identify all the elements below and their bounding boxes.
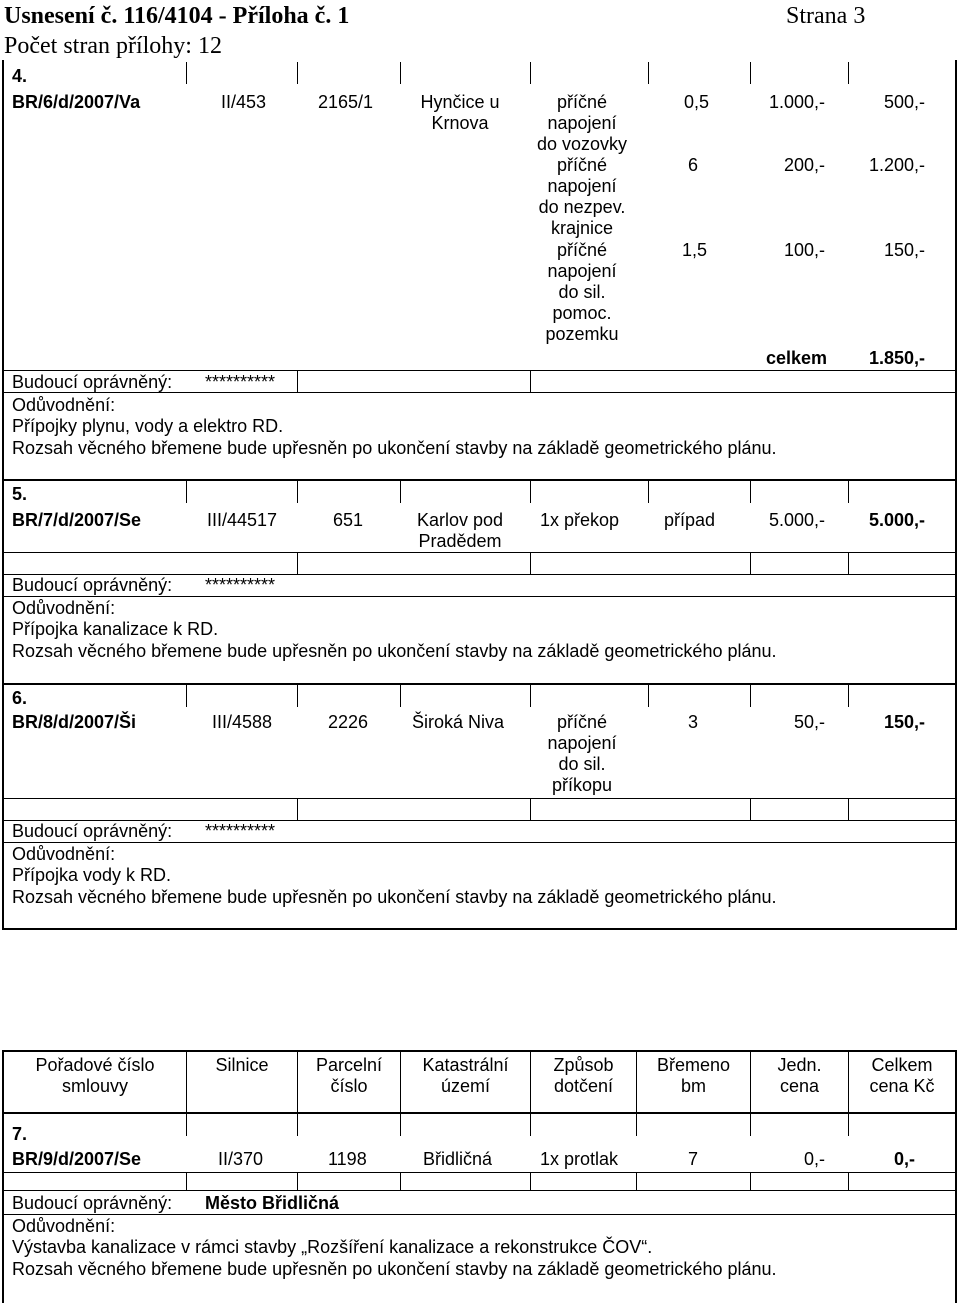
beneficiary-label: Budoucí oprávněný: (12, 575, 173, 595)
total: 150,- (883, 712, 925, 732)
beneficiary-value: ********** (205, 575, 276, 595)
col-divider (648, 481, 649, 503)
unit-price-row-3: 100,- (783, 240, 825, 260)
beneficiary-value: Město Břidličná (205, 1193, 340, 1213)
road: III/44517 (207, 510, 278, 530)
col-divider (400, 685, 401, 707)
total-row-3: 150,- (883, 240, 925, 260)
qty: případ (664, 510, 716, 530)
entry-number: 5. (12, 484, 28, 504)
reason-label: Odůvodnění: (12, 1216, 116, 1236)
reason-label: Odůvodnění: (12, 844, 116, 864)
col-divider (297, 481, 298, 503)
unit-price: 5.000,- (768, 510, 825, 530)
col-divider (848, 798, 849, 820)
col-divider (636, 1172, 637, 1190)
pages-count: Počet stran přílohy: 12 (4, 33, 222, 59)
col-divider (848, 552, 849, 574)
header-unit-price: Jedn. cena (777, 1055, 822, 1096)
reason-label: Odůvodnění: (12, 395, 116, 415)
col-divider (297, 62, 298, 84)
cadastral-area: Široká Niva (412, 712, 505, 732)
reason-text: Přípojka vody k RD. (12, 865, 172, 885)
col-divider (750, 552, 751, 574)
col-divider (530, 1172, 531, 1190)
row-divider (2, 370, 957, 371)
page-number: Strana 3 (786, 3, 866, 29)
col-divider (750, 481, 751, 503)
beneficiary-label: Budoucí oprávněný: (12, 821, 173, 841)
col-divider (750, 685, 751, 707)
unit-price: 0,- (803, 1149, 825, 1169)
contract-id: BR/7/d/2007/Se (12, 510, 142, 530)
scope-note: Rozsah věcného břemene bude upřesněn po ukončení stavby na základě geometrického plánu. (12, 1259, 777, 1279)
col-divider (848, 481, 849, 503)
col-divider (648, 685, 649, 707)
col-divider (848, 1114, 849, 1136)
beneficiary-value: ********** (205, 372, 276, 392)
mode-row-3: příčné napojení do sil. pomoc. pozemku (545, 240, 619, 344)
col-divider (297, 798, 298, 820)
col-divider (648, 62, 649, 84)
col-divider (848, 685, 849, 707)
col-divider (750, 1114, 751, 1136)
entry-number: 4. (12, 66, 28, 86)
table-border-right (955, 60, 957, 930)
header-easement: Břemeno bm (656, 1055, 731, 1096)
scope-note: Rozsah věcného břemene bude upřesněn po ukončení stavby na základě geometrického plánu. (12, 438, 777, 458)
beneficiary-label: Budoucí oprávněný: (12, 1193, 173, 1213)
col-divider (297, 370, 298, 392)
entry-number: 6. (12, 688, 28, 708)
document-title: Usnesení č. 116/4104 - Příloha č. 1 (4, 3, 350, 29)
entry-separator (2, 683, 957, 685)
row-divider (2, 798, 957, 799)
table-border-left (2, 60, 4, 930)
contract-id: BR/6/d/2007/Va (12, 92, 141, 112)
col-divider (530, 62, 531, 84)
row-divider (2, 1172, 957, 1173)
header-cadastral-area: Katastrální území (422, 1055, 509, 1096)
scope-note: Rozsah věcného břemene bude upřesněn po ukončení stavby na základě geometrického plánu. (12, 887, 777, 907)
col-divider (530, 552, 531, 574)
table-border-right (955, 1050, 957, 1303)
row-divider (2, 552, 957, 553)
contract-id: BR/9/d/2007/Se (12, 1149, 142, 1169)
header-parcel: Parcelní číslo (315, 1055, 383, 1096)
col-divider (297, 685, 298, 707)
col-divider (636, 1114, 637, 1136)
qty: 7 (688, 1149, 699, 1169)
col-divider (530, 798, 531, 820)
parcel: 651 (333, 510, 364, 530)
contract-id: BR/8/d/2007/Ši (12, 712, 137, 732)
mode: 1x překop (540, 510, 620, 530)
col-divider (186, 1172, 187, 1190)
header-contract-number: Pořadové číslo smlouvy (35, 1055, 155, 1096)
col-divider (400, 1114, 401, 1136)
reason-text: Přípojky plynu, vody a elektro RD. (12, 416, 284, 436)
mode: příčné napojení do sil. příkopu (547, 712, 617, 795)
qty: 3 (688, 712, 699, 732)
header-divider (2, 1112, 957, 1114)
col-divider (750, 1172, 751, 1190)
reason-text: Přípojka kanalizace k RD. (12, 619, 219, 639)
col-divider (186, 1114, 187, 1136)
col-divider (750, 798, 751, 820)
beneficiary-value: ********** (205, 821, 276, 841)
col-divider (400, 481, 401, 503)
col-divider (530, 481, 531, 503)
col-divider (848, 1172, 849, 1190)
header-total-price: Celkem cena Kč (869, 1055, 935, 1096)
reason-text: Výstavba kanalizace v rámci stavby „Rozšíření kanalizace a rekonstrukce ČOV“. (12, 1237, 653, 1257)
qty-row-3: 1,5 (682, 240, 708, 260)
mode: 1x protlak (540, 1149, 619, 1169)
col-divider (400, 1172, 401, 1190)
unit-price-row-2: 200,- (783, 155, 825, 175)
row-divider (2, 596, 957, 597)
cadastral-area: Hynčice u Krnova (420, 92, 500, 133)
qty-row-2: 6 (688, 155, 699, 175)
col-divider (750, 62, 751, 84)
table-border-top (2, 1050, 957, 1052)
road: II/370 (218, 1149, 264, 1169)
col-divider (297, 1172, 298, 1190)
scope-note: Rozsah věcného břemene bude upřesněn po ukončení stavby na základě geometrického plánu. (12, 641, 777, 661)
col-divider (530, 1114, 531, 1136)
header-road: Silnice (215, 1055, 269, 1075)
road: II/453 (221, 92, 267, 112)
parcel: 2165/1 (318, 92, 374, 112)
cadastral-area: Břidličná (423, 1149, 493, 1169)
col-divider (848, 62, 849, 84)
col-divider (400, 62, 401, 84)
reason-label: Odůvodnění: (12, 598, 116, 618)
col-divider (530, 370, 531, 392)
row-divider (2, 842, 957, 843)
qty-row-1: 0,5 (684, 92, 710, 112)
road: III/4588 (212, 712, 273, 732)
parcel: 2226 (328, 712, 369, 732)
total: 0,- (893, 1149, 915, 1169)
mode-row-2: příčné napojení do nezpev. krajnice (538, 155, 626, 238)
row-divider (2, 1214, 957, 1215)
entry-number: 7. (12, 1124, 28, 1144)
parcel: 1198 (328, 1149, 367, 1169)
entry-separator (2, 479, 957, 481)
col-divider (186, 481, 187, 503)
total-label: celkem (766, 348, 828, 368)
col-divider (186, 62, 187, 84)
row-divider (2, 392, 957, 393)
col-divider (530, 685, 531, 707)
header-mode: Způsob dotčení (553, 1055, 614, 1096)
total-row-1: 500,- (883, 92, 925, 112)
row-divider (2, 1190, 957, 1191)
col-divider (186, 685, 187, 707)
col-divider (297, 1114, 298, 1136)
beneficiary-label: Budoucí oprávněný: (12, 372, 173, 392)
total-row-2: 1.200,- (868, 155, 925, 175)
col-divider (297, 552, 298, 574)
unit-price: 50,- (793, 712, 825, 732)
unit-price-row-1: 1.000,- (768, 92, 825, 112)
total: 5.000,- (868, 510, 925, 530)
cadastral-area: Karlov pod Pradědem (416, 510, 504, 551)
total-value: 1.850,- (868, 348, 925, 368)
mode-row-1: příčné napojení do vozovky (536, 92, 628, 154)
table-border-bottom (2, 928, 957, 930)
